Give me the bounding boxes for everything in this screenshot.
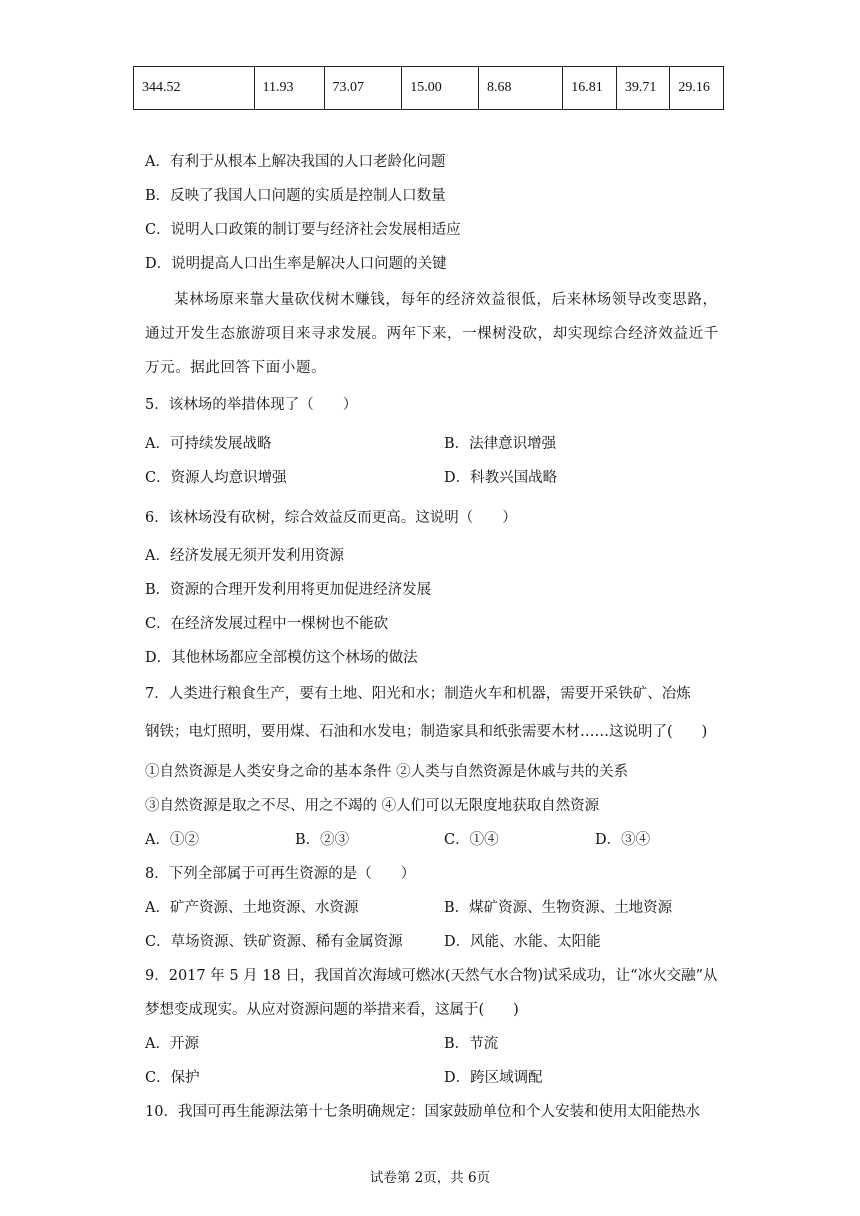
q6-option-a: A．经济发展无须开发利用资源 bbox=[145, 548, 344, 564]
data-table bbox=[133, 66, 724, 110]
q8-option-a: A．矿产资源、土地资源、水资源 bbox=[145, 900, 359, 916]
q8-option-c: C．草场资源、铁矿资源、稀有金属资源 bbox=[145, 934, 403, 950]
q10-stem-line-1: 10．我国可再生能源法第十七条明确规定：国家鼓励单位和个人安装和使用太阳能热水 bbox=[145, 1104, 700, 1120]
q7-statement-line-2: ③自然资源是取之不尽、用之不竭的 ④人们可以无限度地获取自然资源 bbox=[145, 798, 600, 814]
q8-option-d: D．风能、水能、太阳能 bbox=[444, 934, 601, 950]
q6-option-d: D．其他林场都应全部模仿这个林场的做法 bbox=[145, 650, 418, 666]
q5-stem: 5．该林场的举措体现了（ ） bbox=[145, 397, 358, 413]
table-cell: 39.71 bbox=[616, 67, 670, 110]
q4-option-c: C．说明人口政策的制订要与经济社会发展相适应 bbox=[145, 222, 461, 238]
q6-stem: 6．该林场没有砍树，综合效益反而更高。这说明（ ） bbox=[145, 510, 517, 526]
q7-option-a: A．①② bbox=[145, 832, 199, 848]
q9-stem-line-2: 梦想变成现实。从应对资源问题的举措来看，这属于( ) bbox=[145, 1002, 519, 1018]
table-row bbox=[134, 67, 724, 110]
q5-option-b: B．法律意识增强 bbox=[444, 436, 557, 452]
q9-option-d: D．跨区域调配 bbox=[444, 1070, 543, 1086]
q4-option-b: B．反映了我国人口问题的实质是控制人口数量 bbox=[145, 188, 446, 204]
passage-line-1: 某林场原来靠大量砍伐树木赚钱，每年的经济效益很低，后来林场领导改变思路， bbox=[174, 292, 718, 308]
passage-line-3: 万元。据此回答下面小题。 bbox=[145, 360, 327, 376]
q9-option-a: A．开源 bbox=[145, 1036, 199, 1052]
page-footer: 试卷第 2页，共 6页 bbox=[369, 1170, 491, 1186]
q4-option-d: D．说明提高人口出生率是解决人口问题的关键 bbox=[145, 256, 447, 272]
q7-statement-line-1: ①自然资源是人类安身之命的基本条件 ②人类与自然资源是休戚与共的关系 bbox=[145, 764, 629, 780]
q5-option-a: A．可持续发展战略 bbox=[145, 436, 272, 452]
table-cell: 73.07 bbox=[324, 67, 402, 110]
q7-option-d: D．③④ bbox=[595, 832, 651, 848]
table-cell: 8.68 bbox=[479, 67, 563, 110]
q7-option-c: C．①④ bbox=[444, 832, 499, 848]
q7-option-b: B．②③ bbox=[295, 832, 350, 848]
table-cell: 29.16 bbox=[670, 67, 724, 110]
table-cell: 16.81 bbox=[563, 67, 617, 110]
passage-line-2: 通过开发生态旅游项目来寻求发展。两年下来，一棵树没砍，却实现综合经济效益近千 bbox=[145, 326, 719, 342]
q5-option-c: C．资源人均意识增强 bbox=[145, 470, 287, 486]
q8-option-b: B．煤矿资源、生物资源、土地资源 bbox=[444, 900, 673, 916]
q5-option-d: D．科教兴国战略 bbox=[444, 470, 558, 486]
table-cell: 344.52 bbox=[134, 67, 255, 110]
q8-stem: 8．下列全部属于可再生资源的是（ ） bbox=[145, 866, 416, 882]
q6-option-b: B．资源的合理开发利用将更加促进经济发展 bbox=[145, 582, 432, 598]
q9-option-b: B．节流 bbox=[444, 1036, 499, 1052]
table-cell: 11.93 bbox=[254, 67, 324, 110]
q9-option-c: C．保护 bbox=[145, 1070, 200, 1086]
q9-stem-line-1: 9．2017 年 5 月 18 日，我国首次海域可燃冰(天然气水合物)试采成功，让“冰火交融”从 bbox=[145, 968, 718, 984]
table-cell: 15.00 bbox=[402, 67, 479, 110]
q7-stem-line-2: 钢铁；电灯照明，要用煤、石油和水发电；制造家具和纸张需要木材……这说明了( ) bbox=[145, 724, 708, 740]
q4-option-a: A．有利于从根本上解决我国的人口老龄化问题 bbox=[145, 154, 446, 170]
q7-stem-line-1: 7．人类进行粮食生产，要有土地、阳光和水；制造火车和机器，需要开采铁矿、冶炼 bbox=[145, 686, 691, 702]
q6-option-c: C．在经济发展过程中一棵树也不能砍 bbox=[145, 616, 389, 632]
